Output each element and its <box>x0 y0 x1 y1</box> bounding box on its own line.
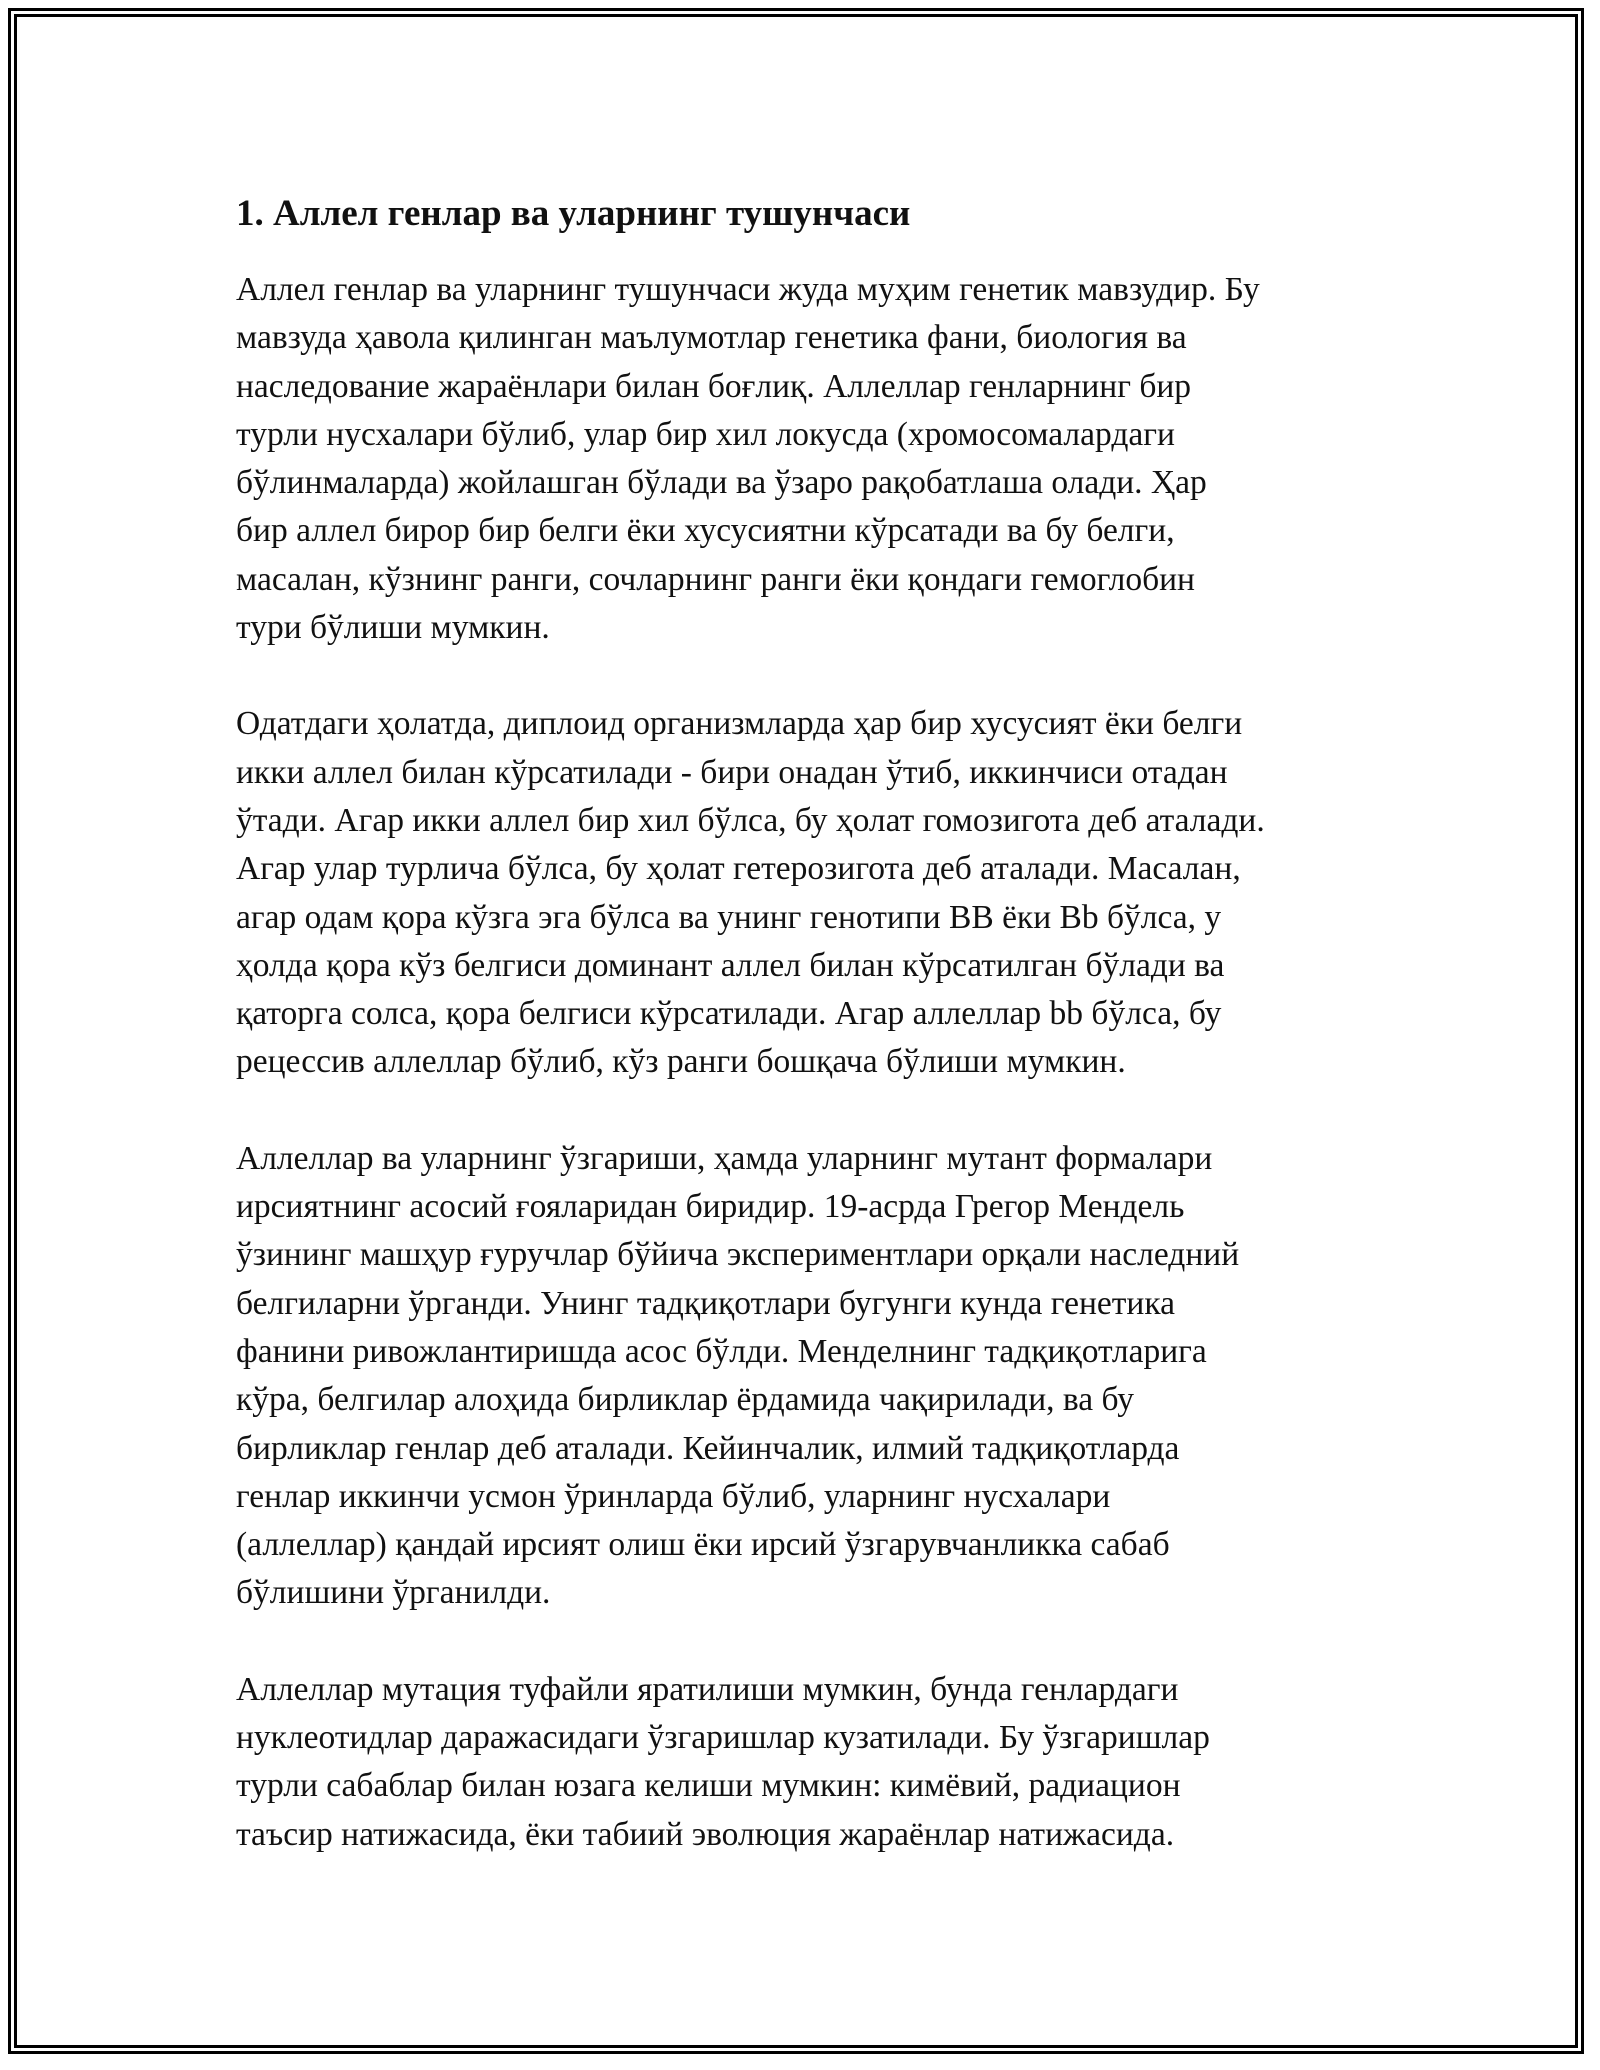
paragraph-2: Одатдаги ҳолатда, диплоид организмларда ҳар бир хусусият ёки белги икки аллел билан кўрсатилади - бири онадан ўтиб, иккинчиси отадан ўтади. Агар икки аллел бир хил бўлса, бу ҳолат гомозигота деб аталади. Агар улар турлича бўлса, бу ҳолат гетерозигота деб аталади. Масалан, агар одам қора кўзга эга бўлса ва унинг генотипи BB ёки Bb бўлса, у ҳолда қора кўз белгиси доминант аллел билан кўрсатилган бўлади ва қаторга солса, қора белгиси кўрсатилади. Агар аллеллар bb бўлса, бу рецессив аллеллар бўлиб, кўз ранги бошқача бўлиши мумкин. <box>236 705 1265 1081</box>
document-body <box>236 186 1376 1907</box>
paragraph-3: Аллеллар ва уларнинг ўзгариши, ҳамда уларнинг мутант формалари ирсиятнинг асосий ғояларидан биридир. 19-асрда Грегор Мендель ўзининг машҳур ғуручлар бўйича экспериментлари орқали наследний белгиларни ўрганди. Унинг тадқиқотлари бугунги кунда генетика фанини ривожлантиришда асос бўлди. Менделнинг тадқиқотларига кўра, белгилар алоҳида бирликлар ёрдамида чақирилади, ва бу бирликлар генлар деб аталади. Кейинчалик, илмий тадқиқотларда генлар иккинчи усмон ўринларда бўлиб, уларнинг нусхалари (аллеллар) қандай ирсият олиш ёки ирсий ўзгарувчанликка сабаб бўлишини ўрганилди. <box>236 1139 1240 1612</box>
paragraph-4: Аллеллар мутация туфайли яратилиши мумкин, бунда генлардаги нуклеотидлар даражасидаги ўзгаришлар кузатилади. Бу ўзгаришлар турли сабаблар билан юзага келиши мумкин: кимёвий, радиацион таъсир натижасида, ёки табиий эволюция жараёнлар натижасида. <box>236 1670 1210 1853</box>
paragraph-1: Аллел генлар ва уларнинг тушунчаси жуда муҳим генетик мавзудир. Бу мавзуда ҳавола қилинган маълумотлар генетика фани, биология ва наследование жараёнлари билан боғлиқ. Аллеллар генларнинг бир турли нусхалари бўлиб, улар бир хил локусда (хромосомалардаги бўлинмаларда) жойлашган бўлади ва ўзаро рақобатлаша олади. Ҳар бир аллел бирор бир белги ёки хусусиятни кўрсатади ва бу белги, масалан, кўзнинг ранги, сочларнинг ранги ёки қондаги гемоглобин тури бўлиши мумкин. <box>236 271 1260 647</box>
section-heading: 1. Аллел генлар ва уларнинг тушунчаси <box>236 193 911 234</box>
